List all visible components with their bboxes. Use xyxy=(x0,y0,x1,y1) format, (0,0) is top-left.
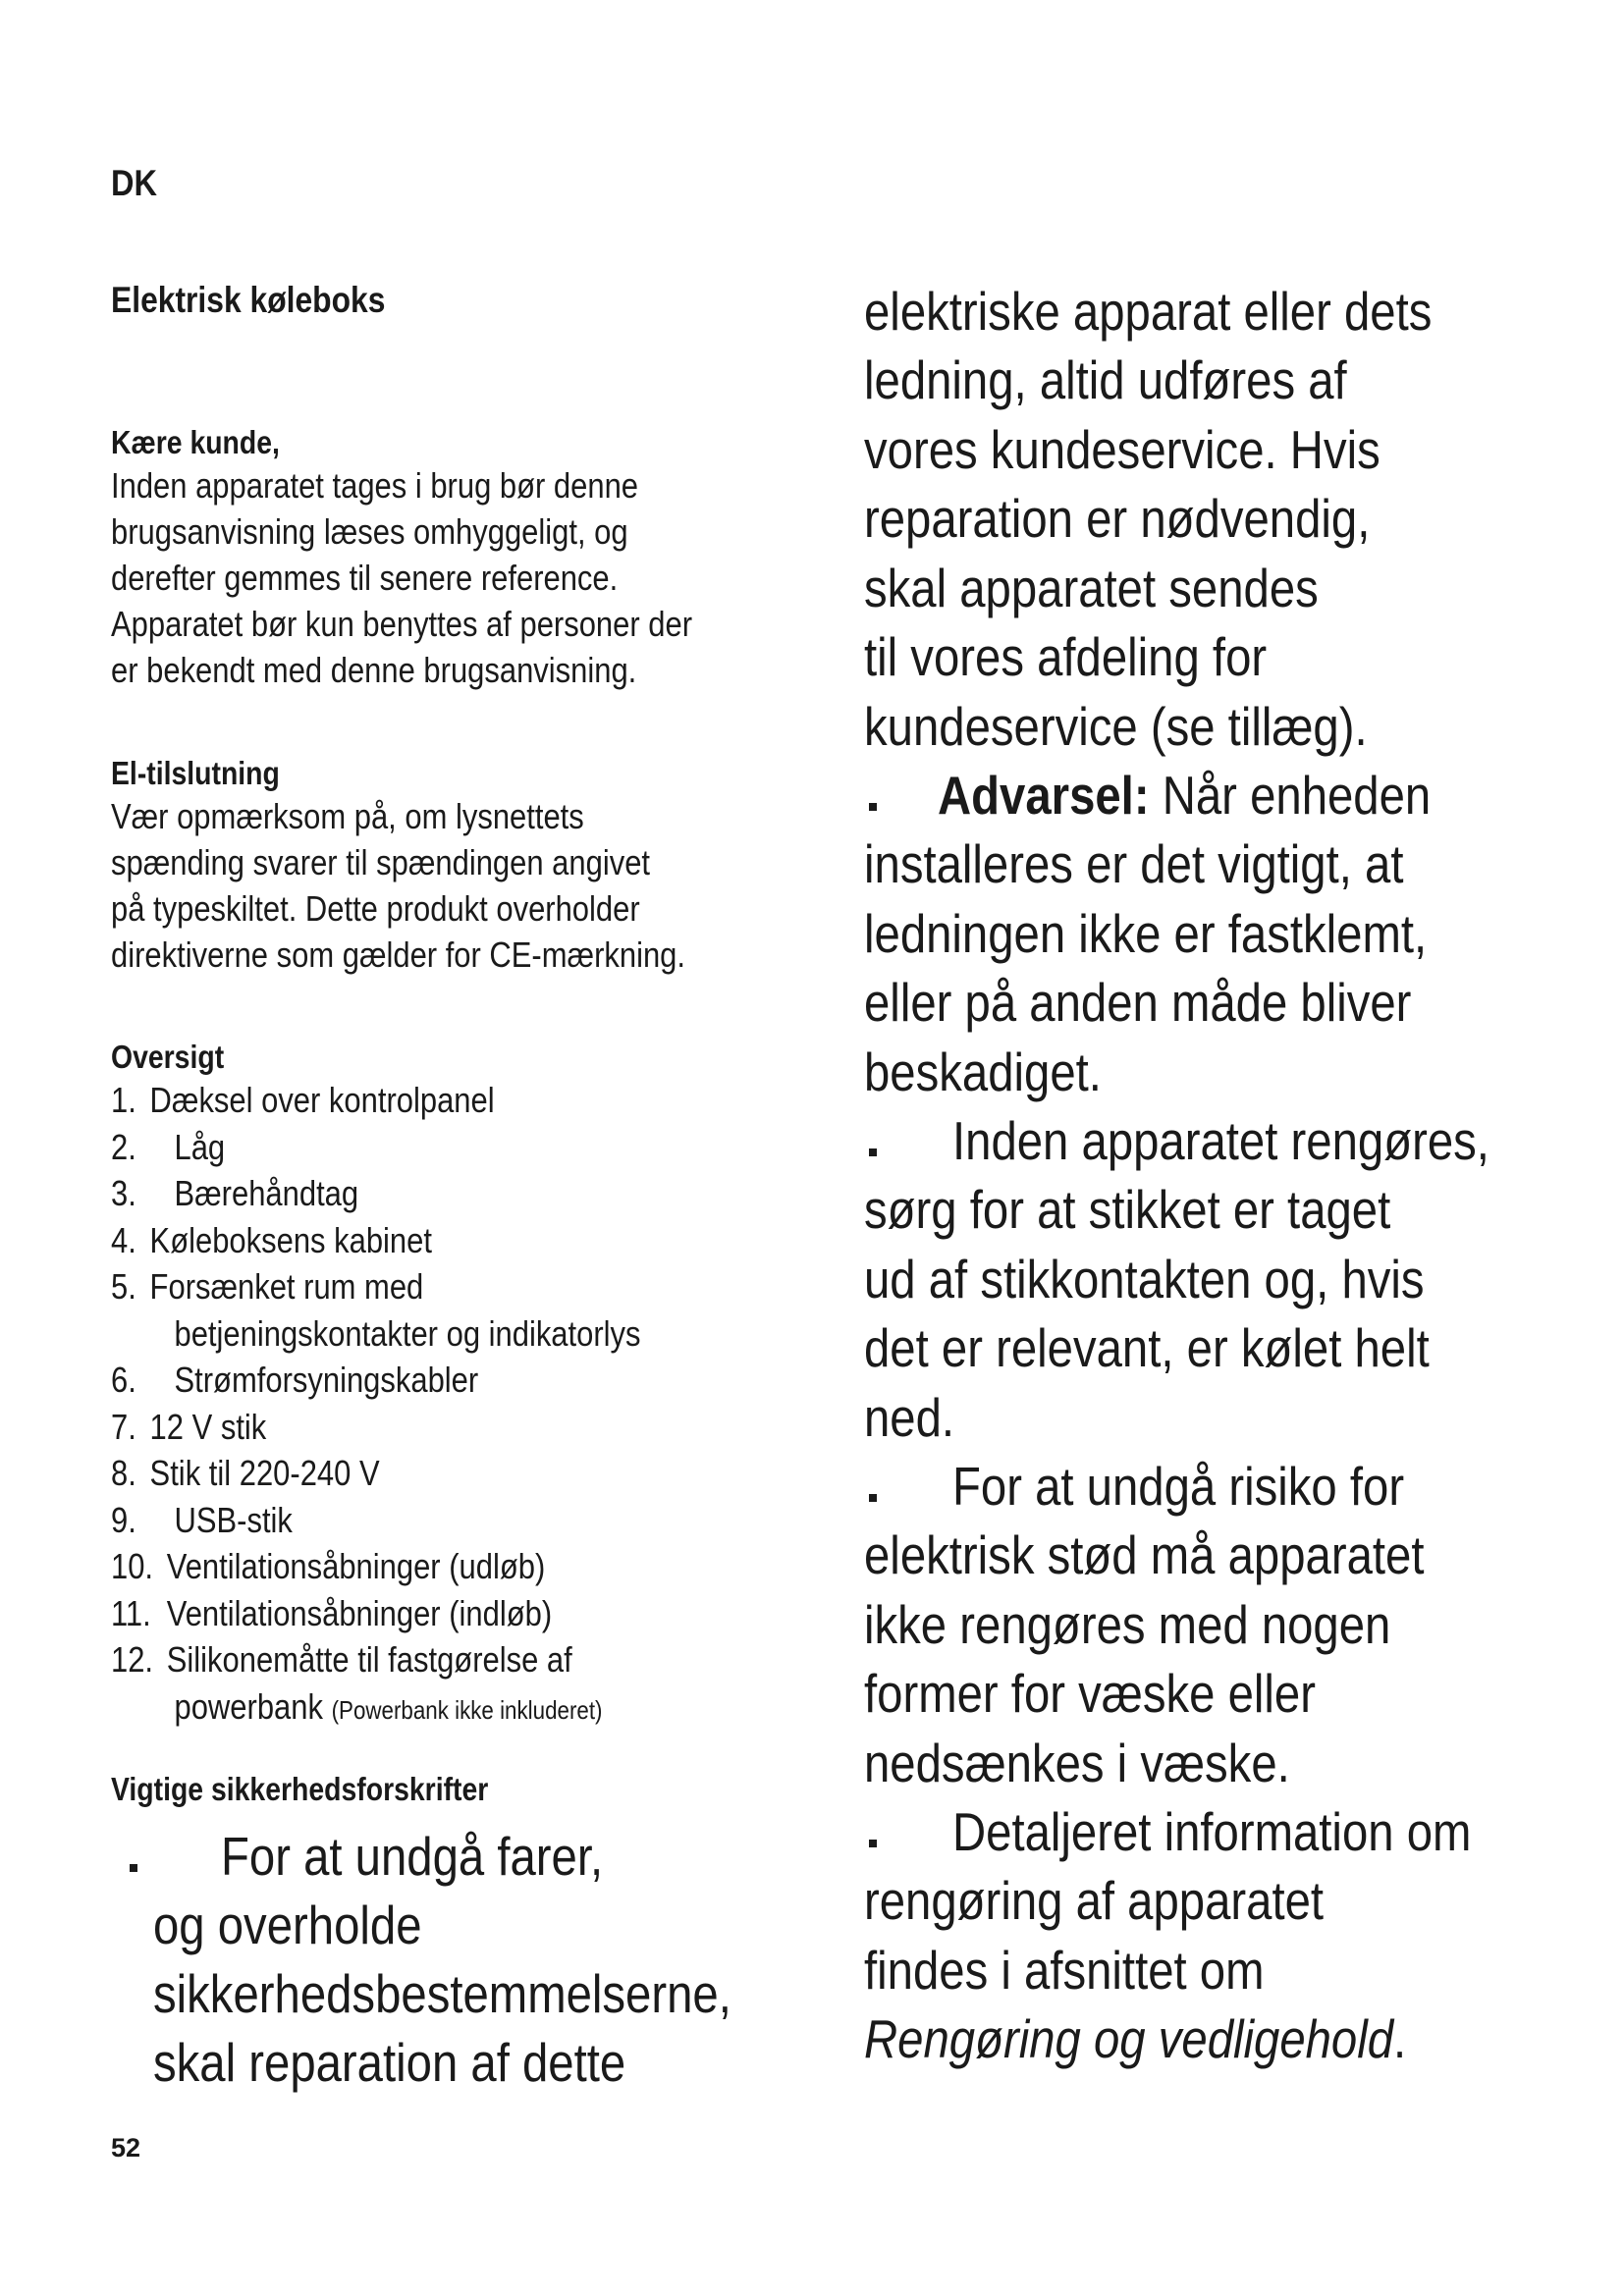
intro-heading: Kære kunde, xyxy=(111,424,280,460)
safety-section xyxy=(111,1770,731,2093)
warning-line: beskadiget. xyxy=(864,1041,1102,1102)
clean-line: ned. xyxy=(864,1387,955,1448)
list-item: 8. Stik til 220-240 V xyxy=(111,1453,380,1493)
list-item: 6. Strømforsyningskabler xyxy=(111,1360,479,1400)
page-number: 52 xyxy=(111,2133,141,2163)
list-item: 11. Ventilationsåbninger (indløb) xyxy=(111,1592,553,1633)
safety-line: ledning, altid udføres af xyxy=(864,349,1347,410)
safety-line: For at undgå farer, xyxy=(221,1826,604,1887)
intro-line: Apparatet bør kun benyttes af personer der xyxy=(111,604,693,644)
clean-line: det er relevant, er kølet helt xyxy=(864,1317,1430,1378)
safety-line: reparation er nødvendig, xyxy=(864,488,1371,549)
item12-note: (Powerbank ikke inkluderet) xyxy=(331,1694,603,1725)
list-item: 12. Silikonemåtte til fastgørelse af xyxy=(111,1639,572,1680)
safety-line: og overholde xyxy=(153,1895,422,1955)
intro-line: er bekendt med denne brugsanvisning. xyxy=(111,650,637,690)
safety-line: skal reparation af dette xyxy=(153,2032,626,2093)
safety-line: sikkerhedsbestemmelserne, xyxy=(153,1963,731,2024)
bullet-dot xyxy=(869,1148,877,1156)
detail-first-line: Detaljeret information om xyxy=(952,1801,1472,1862)
detail-line: rengøring af apparatet xyxy=(864,1870,1325,1931)
list-item: 9. USB-stik xyxy=(111,1499,293,1540)
overview-section xyxy=(111,1038,641,1730)
bullet-dot xyxy=(869,1494,877,1502)
shock-line: elektrisk stød må apparatet xyxy=(864,1524,1425,1585)
warning-first-line: Advarsel: Når enheden xyxy=(938,765,1432,826)
list-item: 5. Forsænket rum med xyxy=(111,1266,424,1307)
clean-first-line: Inden apparatet rengøres, xyxy=(952,1110,1489,1171)
intro-line: brugsanvisning læses omhyggeligt, og xyxy=(111,511,628,552)
shock-line: nedsænkes i væske. xyxy=(864,1733,1290,1793)
shock-first-line: For at undgå risiko for xyxy=(952,1456,1405,1517)
safety-line: til vores afdeling for xyxy=(864,626,1268,687)
language-code: DK xyxy=(111,163,158,203)
intro-section xyxy=(111,423,692,693)
safety-line: vores kundeservice. Hvis xyxy=(864,419,1380,480)
warning-line: ledningen ikke er fastklemt, xyxy=(864,903,1428,964)
connection-line: på typeskiltet. Dette produkt overholder xyxy=(111,888,640,929)
safety-line: elektriske apparat eller dets xyxy=(864,281,1433,342)
clean-line: ud af stikkontakten og, hvis xyxy=(864,1249,1425,1309)
clean-line: sørg for at stikket er taget xyxy=(864,1179,1391,1240)
list-item: 10. Ventilationsåbninger (udløb) xyxy=(111,1546,546,1586)
list-item: betjeningskontakter og indikatorlys xyxy=(174,1312,641,1354)
safety-line: skal apparatet sendes xyxy=(864,558,1319,618)
overview-heading: Oversigt xyxy=(111,1039,225,1075)
warning-line: installeres er det vigtigt, at xyxy=(864,833,1404,894)
shock-line: former for væske eller xyxy=(864,1663,1316,1724)
list-item: 4. Køleboksens kabinet xyxy=(111,1219,432,1260)
detail-italic-ref: Rengøring og vedligehold xyxy=(864,2008,1394,2069)
safety-line: kundeservice (se tillæg). xyxy=(864,696,1368,757)
warning-line: eller på anden måde bliver xyxy=(864,972,1412,1033)
warning-label: Advarsel: xyxy=(938,765,1150,826)
connection-line: spænding svarer til spændingen angivet xyxy=(111,842,651,882)
detail-line: findes i afsnittet om xyxy=(864,1940,1265,2001)
bullet-dot xyxy=(869,803,877,811)
safety-heading: Vigtige sikkerhedsforskrifter xyxy=(111,1771,489,1807)
connection-line: direktiverne som gælder for CE-mærkning. xyxy=(111,934,686,975)
intro-line: derefter gemmes til senere reference. xyxy=(111,558,619,598)
shock-line: ikke rengøres med nogen xyxy=(864,1594,1391,1655)
detail-last-line: Rengøring og vedligehold. xyxy=(864,2008,1407,2069)
page-title: Elektrisk køleboks xyxy=(111,280,386,320)
connection-heading: El-tilslutning xyxy=(111,755,280,791)
intro-line: Inden apparatet tages i brug bør denne xyxy=(111,465,639,506)
list-item: 7. 12 V stik xyxy=(111,1406,267,1447)
connection-section xyxy=(111,754,685,978)
bullet-dot xyxy=(130,1864,137,1872)
list-item: 1. Dæksel over kontrolpanel xyxy=(111,1080,495,1120)
item12-continuation: powerbank xyxy=(174,1685,323,1727)
connection-line: Vær opmærksom på, om lysnettets xyxy=(111,796,584,836)
list-item xyxy=(111,1683,603,1731)
list-item: 3. Bærehåndtag xyxy=(111,1173,359,1213)
bullet-dot xyxy=(869,1840,877,1847)
list-item: 2. Låg xyxy=(111,1126,226,1167)
